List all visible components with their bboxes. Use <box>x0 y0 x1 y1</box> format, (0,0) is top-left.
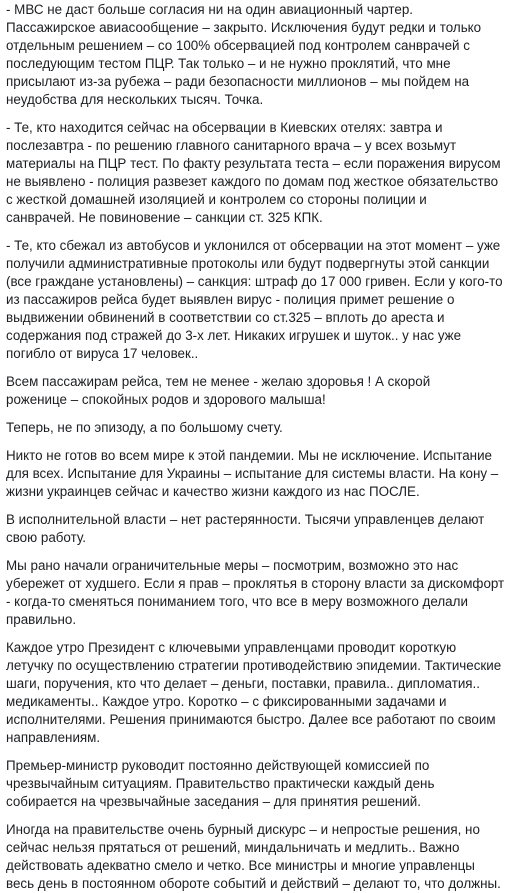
text-line: присылают из-за рубежа – ради безопасности миллионов – мы пойдем на <box>6 74 470 89</box>
paragraph-observation-hotels <box>6 119 515 227</box>
paragraph-president-meetings <box>6 639 515 747</box>
text-line: роженице – спокойных родов и здорового малыша! <box>6 392 326 407</box>
text-line: для всех. Испытание для Украины – испытание для системы власти. На кону – <box>6 466 499 481</box>
text-line: направлениям. <box>6 730 101 745</box>
text-line: послезавтра - по решению главного санитарного врача – у всех возьмут <box>6 138 457 153</box>
text-line: правильно. <box>6 612 77 627</box>
text-line: исполнителями. Решения принимаются быстро. Далее все работают по своим <box>6 712 496 727</box>
text-line: Пассажирское авиасообщение – закрыто. Исключения будут редки и только <box>6 20 482 35</box>
text-line: Никто не готов во всем мире к этой пандемии. Мы не исключение. Испытание <box>6 448 492 463</box>
paragraph-pandemic <box>6 447 515 501</box>
text-line: весь день в постоянном обороте событий и действий – делают то, что должны. <box>6 876 501 891</box>
text-line: - МВС не даст больше согласия ни на один авиационный чартер. <box>6 2 413 17</box>
text-line: Теперь, не по эпизоду, а по большому счету. <box>6 420 283 435</box>
text-line: Премьер-министр руководит постоянно действующей комиссией по <box>6 758 430 773</box>
text-line: содержания под стражей до 3-х лет. Никаких игрушек и шуток.. у нас уже <box>6 328 462 343</box>
text-line: получили административные протоколы или будут подвергнуты этой санкции <box>6 256 490 271</box>
paragraph-charter-ban <box>6 1 515 109</box>
text-line: - Те, кто сбежал из автобусов и уклонился от обсервации на этот момент – уже <box>6 238 501 253</box>
text-line: Иногда на правительстве очень бурный дискурс – и непростые решения, но <box>6 822 480 837</box>
paragraph-big-picture <box>6 419 515 437</box>
text-line: медикаменты.. Каждое утро. Коротко – с фиксированными задачами и <box>6 694 447 709</box>
text-line: летучку по осуществлению стратегии противодействию эпидемии. Тактические <box>6 658 502 673</box>
text-line: отдельным решением – со 100% обсервацией под контролем санврачей с <box>6 38 470 53</box>
text-line: санврачей. Не повиновение – санкции ст. 325 КПК. <box>6 210 323 225</box>
text-line: погибло от вируса 17 человек.. <box>6 346 199 361</box>
text-line: с жесткой домашней изоляцией и контролем со стороны полиции и <box>6 192 427 207</box>
text-line: не выявлено - полиция развезет каждого по домам под жесткое обязательство <box>6 174 499 189</box>
text-line: жизни украинцев сейчас и качество жизни каждого из нас ПОСЛЕ. <box>6 484 420 499</box>
paragraph-sanctions <box>6 237 515 363</box>
text-line: свою работу. <box>6 530 86 545</box>
text-line: материалы на ПЦР тест. По факту результата теста – если поражения вирусом <box>6 156 501 171</box>
text-line: собирается на чрезвычайные заседания – для принятия решений. <box>6 794 421 809</box>
paragraph-government-discourse <box>6 821 515 893</box>
paragraph-restrictions <box>6 557 515 629</box>
text-line: сейчас нельзя прятаться от решений, миндальничать и медлить.. Важно <box>6 840 460 855</box>
text-line: из пассажиров рейса будет выявлен вирус - полиция примет решение о <box>6 292 455 307</box>
text-line: шаги, поручения, кто что делает – деньги, поставки, правила.. дипломатия.. <box>6 676 480 691</box>
text-line: действовать адекватно смело и четко. Все министры и многие управленцы <box>6 858 475 873</box>
text-line: Каждое утро Президент с ключевыми управленцами проводит короткую <box>6 640 457 655</box>
text-line: неудобства для нескольких тысяч. Точка. <box>6 92 264 107</box>
text-line: последующим тестом ПЦР. Так только – и не нужно проклятий, что мне <box>6 56 451 71</box>
text-line: - когда-то сменяться пониманием того, что все в меру возможного делали <box>6 594 468 609</box>
text-line: убережет от худшего. Если я прав – проклятья в сторону власти за дискомфорт <box>6 576 505 591</box>
paragraph-prime-minister <box>6 757 515 811</box>
text-line: чрезвычайным ситуациям. Правительство практически каждый день <box>6 776 435 791</box>
text-line: В исполнительной власти – нет растерянности. Тысячи управленцев делают <box>6 512 485 527</box>
paragraph-wishes <box>6 373 515 409</box>
text-line: Всем пассажирам рейса, тем не менее - желаю здоровья ! А скорой <box>6 374 431 389</box>
text-line: - Те, кто находится сейчас на обсервации в Киевских отелях: завтра и <box>6 120 443 135</box>
paragraph-executive-power <box>6 511 515 547</box>
text-line: выдвижении обвинений в соответствии со ст.325 – вплоть до ареста и <box>6 310 445 325</box>
text-line: Мы рано начали ограничительные меры – посмотрим, возможно это нас <box>6 558 459 573</box>
text-line: (все граждане установлены) – санкция: штраф до 17 000 гривен. Если у кого-то <box>6 274 503 289</box>
